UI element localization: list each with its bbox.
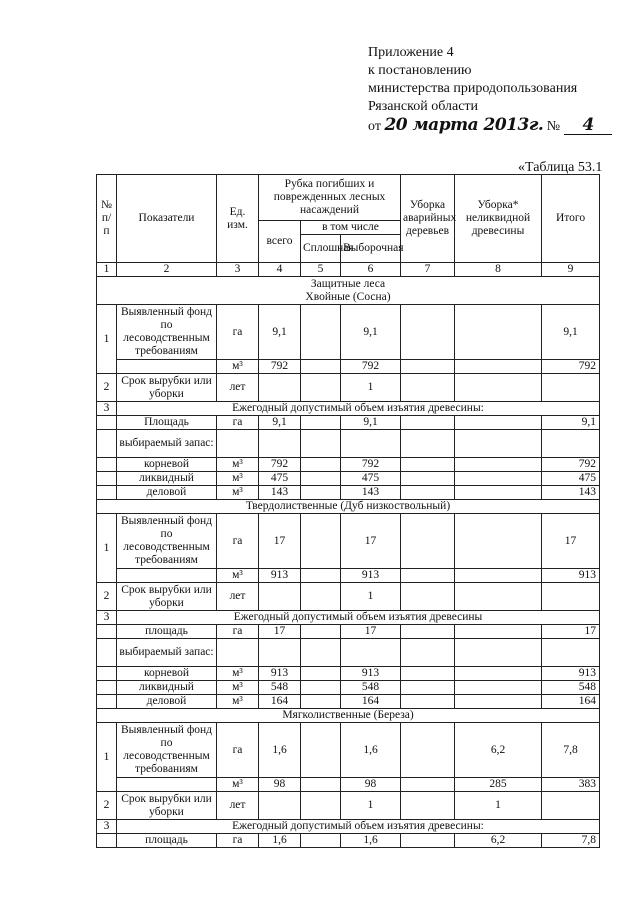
solid-cell [301, 486, 341, 500]
emergency-cell [401, 416, 455, 430]
selective-cell: 9,1 [341, 416, 401, 430]
emergency-cell [401, 681, 455, 695]
total-cell: 792 [259, 458, 301, 472]
sum-cell [542, 583, 600, 611]
empty-cell [455, 639, 542, 667]
illiquid-cell [455, 514, 542, 569]
sum-cell: 913 [542, 667, 600, 681]
unit-cell: лет [217, 374, 259, 402]
illiquid-cell [455, 695, 542, 709]
illiquid-cell [455, 360, 542, 374]
selective-cell: 17 [341, 625, 401, 639]
empty-cell [97, 681, 117, 695]
selective-cell: 17 [341, 514, 401, 569]
col-sum-header: Итого [542, 175, 600, 263]
emergency-cell [401, 723, 455, 778]
solid-cell [301, 792, 341, 820]
total-cell: 17 [259, 514, 301, 569]
solid-cell [301, 569, 341, 583]
liquid-label: ликвидный [117, 472, 217, 486]
unit-cell: м³ [217, 695, 259, 709]
table-row [97, 695, 600, 709]
selective-cell: 164 [341, 695, 401, 709]
col-selective-header: Выборочная [341, 235, 401, 263]
annual-label: Ежегодный допустимый объем изъятия древесины [117, 611, 600, 625]
col-unit-header: Ед. изм. [217, 175, 259, 263]
table-row [97, 820, 600, 834]
total-cell [259, 792, 301, 820]
date-prefix: от [368, 119, 381, 134]
total-cell [259, 583, 301, 611]
area-label: площадь [117, 625, 217, 639]
decree-line: к постановлению [368, 63, 472, 78]
table-row [97, 430, 600, 458]
unit-cell: м³ [217, 569, 259, 583]
selective-cell: 548 [341, 681, 401, 695]
selective-cell: 9,1 [341, 305, 401, 360]
sum-cell [542, 374, 600, 402]
business-label: деловой [117, 695, 217, 709]
stock-label: выбираемый запас: [117, 430, 217, 458]
selective-cell: 1,6 [341, 723, 401, 778]
selective-cell: 1 [341, 792, 401, 820]
empty-cell [97, 667, 117, 681]
unit-cell: га [217, 625, 259, 639]
colnum: 7 [401, 263, 455, 277]
emergency-cell [401, 667, 455, 681]
total-cell: 9,1 [259, 416, 301, 430]
total-cell: 143 [259, 486, 301, 500]
unit-cell: м³ [217, 681, 259, 695]
emergency-cell [401, 834, 455, 848]
illiquid-cell [455, 486, 542, 500]
emergency-cell [401, 625, 455, 639]
row-number: 2 [97, 374, 117, 402]
emergency-cell [401, 305, 455, 360]
emergency-cell [401, 778, 455, 792]
number-label: № [546, 119, 561, 134]
illiquid-cell [455, 583, 542, 611]
total-cell [259, 374, 301, 402]
unit-cell: лет [217, 792, 259, 820]
row-number: 3 [97, 611, 117, 625]
empty-cell [341, 430, 401, 458]
root-label: корневой [117, 667, 217, 681]
solid-cell [301, 834, 341, 848]
solid-cell [301, 416, 341, 430]
row-number: 2 [97, 792, 117, 820]
illiquid-cell: 6,2 [455, 834, 542, 848]
table-row [97, 681, 600, 695]
sum-cell: 17 [542, 514, 600, 569]
table-row [97, 416, 600, 430]
protective-forests-label: Защитные леса [310, 277, 386, 290]
date-line [368, 116, 618, 136]
unit-cell: га [217, 305, 259, 360]
selective-cell: 1,6 [341, 834, 401, 848]
table-row [97, 667, 600, 681]
empty-cell [301, 430, 341, 458]
unit-cell: га [217, 723, 259, 778]
empty-cell [97, 625, 117, 639]
section-header [97, 277, 600, 305]
table-row [97, 374, 600, 402]
area-label: Площадь [117, 416, 217, 430]
selective-cell: 143 [341, 486, 401, 500]
sum-cell: 143 [542, 486, 600, 500]
illiquid-cell [455, 667, 542, 681]
solid-cell [301, 778, 341, 792]
empty-cell [217, 639, 259, 667]
liquid-label: ликвидный [117, 681, 217, 695]
unit-cell: м³ [217, 778, 259, 792]
illiquid-cell [455, 374, 542, 402]
sum-cell: 164 [542, 695, 600, 709]
fund-label: Выявленный фонд по лесоводственным требованиям [117, 514, 217, 569]
unit-cell: м³ [217, 486, 259, 500]
softwood-label: Мягколиственные (Береза) [97, 709, 600, 723]
table-row [97, 639, 600, 667]
table-row [97, 778, 600, 792]
empty-cell [117, 778, 217, 792]
solid-cell [301, 305, 341, 360]
row-number: 1 [97, 723, 117, 792]
total-cell: 164 [259, 695, 301, 709]
table-row [97, 583, 600, 611]
table-row [97, 360, 600, 374]
term-label: Срок вырубки или уборки [117, 583, 217, 611]
solid-cell [301, 458, 341, 472]
solid-cell [301, 472, 341, 486]
selective-cell: 98 [341, 778, 401, 792]
empty-cell [97, 486, 117, 500]
illiquid-cell: 1 [455, 792, 542, 820]
emergency-cell [401, 569, 455, 583]
sum-cell: 7,8 [542, 834, 600, 848]
stock-label: выбираемый запас: [117, 639, 217, 667]
solid-cell [301, 681, 341, 695]
fund-label: Выявленный фонд по лесоводственным требованиям [117, 723, 217, 778]
selective-cell: 792 [341, 458, 401, 472]
total-cell: 548 [259, 681, 301, 695]
empty-cell [217, 430, 259, 458]
sum-cell: 9,1 [542, 305, 600, 360]
selective-cell: 913 [341, 667, 401, 681]
total-cell: 1,6 [259, 834, 301, 848]
sum-cell: 7,8 [542, 723, 600, 778]
emergency-cell [401, 486, 455, 500]
emergency-cell [401, 374, 455, 402]
colnum: 6 [341, 263, 401, 277]
table-row [97, 472, 600, 486]
sum-cell: 792 [542, 360, 600, 374]
empty-cell [259, 639, 301, 667]
solid-cell [301, 583, 341, 611]
total-cell: 1,6 [259, 723, 301, 778]
total-cell: 9,1 [259, 305, 301, 360]
selective-cell: 792 [341, 360, 401, 374]
solid-cell [301, 723, 341, 778]
empty-cell [97, 458, 117, 472]
ministry-line: министерства природопользования [368, 81, 578, 96]
root-label: корневой [117, 458, 217, 472]
empty-cell [301, 639, 341, 667]
empty-cell [97, 430, 117, 458]
selective-cell: 1 [341, 374, 401, 402]
solid-cell [301, 625, 341, 639]
unit-cell: га [217, 514, 259, 569]
area-label: площадь [117, 834, 217, 848]
solid-cell [301, 514, 341, 569]
handwritten-number: 4 [564, 116, 612, 135]
solid-cell [301, 374, 341, 402]
selective-cell: 913 [341, 569, 401, 583]
col-illiquid-header: Уборка* неликвидной древесины [455, 175, 542, 263]
colnum: 4 [259, 263, 301, 277]
sum-cell: 792 [542, 458, 600, 472]
annual-label: Ежегодный допустимый объем изъятия древесины: [117, 402, 600, 416]
table-row [97, 514, 600, 569]
empty-cell [97, 416, 117, 430]
solid-cell [301, 695, 341, 709]
empty-cell [401, 430, 455, 458]
colnum: 2 [117, 263, 217, 277]
unit-cell: га [217, 416, 259, 430]
annual-label: Ежегодный допустимый объем изъятия древесины: [117, 820, 600, 834]
empty-cell [542, 430, 600, 458]
empty-cell [97, 834, 117, 848]
empty-cell [259, 430, 301, 458]
col-total-header: всего [259, 221, 301, 263]
column-numbers-row [97, 263, 600, 277]
emergency-cell [401, 695, 455, 709]
col-emergency-header: Уборка аварийных деревьев [401, 175, 455, 263]
illiquid-cell: 285 [455, 778, 542, 792]
table-row [97, 792, 600, 820]
empty-cell [542, 639, 600, 667]
empty-cell [117, 569, 217, 583]
table-row [97, 834, 600, 848]
total-cell: 17 [259, 625, 301, 639]
colnum: 3 [217, 263, 259, 277]
unit-cell: м³ [217, 360, 259, 374]
row-number: 2 [97, 583, 117, 611]
total-cell: 913 [259, 667, 301, 681]
sum-cell: 383 [542, 778, 600, 792]
coniferous-label: Хвойные (Сосна) [305, 290, 391, 303]
empty-cell [341, 639, 401, 667]
col-cutting-header: Рубка погибших и поврежденных лесных насаждений [259, 175, 401, 221]
colnum: 9 [542, 263, 600, 277]
term-label: Срок вырубки или уборки [117, 374, 217, 402]
illiquid-cell [455, 416, 542, 430]
selective-cell: 1 [341, 583, 401, 611]
total-cell: 98 [259, 778, 301, 792]
col-solid-header: Сплошная [301, 235, 341, 263]
table-row [97, 611, 600, 625]
unit-cell: м³ [217, 472, 259, 486]
sum-cell: 475 [542, 472, 600, 486]
selective-cell: 475 [341, 472, 401, 486]
row-number: 3 [97, 820, 117, 834]
solid-cell [301, 667, 341, 681]
term-label: Срок вырубки или уборки [117, 792, 217, 820]
table-row [97, 723, 600, 778]
colnum: 5 [301, 263, 341, 277]
col-incl-header: в том числе [301, 221, 401, 235]
sum-cell [542, 792, 600, 820]
row-number: 1 [97, 514, 117, 583]
business-label: деловой [117, 486, 217, 500]
unit-cell: м³ [217, 458, 259, 472]
illiquid-cell [455, 472, 542, 486]
total-cell: 913 [259, 569, 301, 583]
table-row [97, 402, 600, 416]
emergency-cell [401, 583, 455, 611]
emergency-cell [401, 360, 455, 374]
emergency-cell [401, 792, 455, 820]
table-row [97, 305, 600, 360]
unit-cell: га [217, 834, 259, 848]
table-number: «Таблица 53.1 [518, 160, 603, 175]
empty-cell [97, 695, 117, 709]
illiquid-cell [455, 625, 542, 639]
emergency-cell [401, 472, 455, 486]
sum-cell: 548 [542, 681, 600, 695]
illiquid-cell [455, 458, 542, 472]
illiquid-cell: 6,2 [455, 723, 542, 778]
emergency-cell [401, 514, 455, 569]
sum-cell: 9,1 [542, 416, 600, 430]
colnum: 1 [97, 263, 117, 277]
empty-cell [455, 430, 542, 458]
col-num-header: № п/п [97, 175, 117, 263]
col-indicators-header: Показатели [117, 175, 217, 263]
unit-cell: лет [217, 583, 259, 611]
handwritten-date: 20 марта 2013г. [384, 115, 544, 135]
total-cell: 792 [259, 360, 301, 374]
sum-cell: 17 [542, 625, 600, 639]
table-row [97, 486, 600, 500]
appendix-title: Приложение 4 [368, 45, 454, 60]
empty-cell [401, 639, 455, 667]
colnum: 8 [455, 263, 542, 277]
table-row [97, 569, 600, 583]
appendix-header [368, 44, 618, 136]
fund-label: Выявленный фонд по лесоводственным требованиям [117, 305, 217, 360]
forestry-table [96, 174, 600, 848]
row-number: 3 [97, 402, 117, 416]
illiquid-cell [455, 681, 542, 695]
empty-cell [117, 360, 217, 374]
empty-cell [97, 639, 117, 667]
empty-cell [97, 472, 117, 486]
table-row [97, 458, 600, 472]
solid-cell [301, 360, 341, 374]
hardwood-label: Твердолиственные (Дуб низкоствольный) [97, 500, 600, 514]
illiquid-cell [455, 569, 542, 583]
illiquid-cell [455, 305, 542, 360]
total-cell: 475 [259, 472, 301, 486]
region-line: Рязанской области [368, 99, 479, 114]
row-number: 1 [97, 305, 117, 374]
sum-cell: 913 [542, 569, 600, 583]
unit-cell: м³ [217, 667, 259, 681]
emergency-cell [401, 458, 455, 472]
table-row [97, 625, 600, 639]
